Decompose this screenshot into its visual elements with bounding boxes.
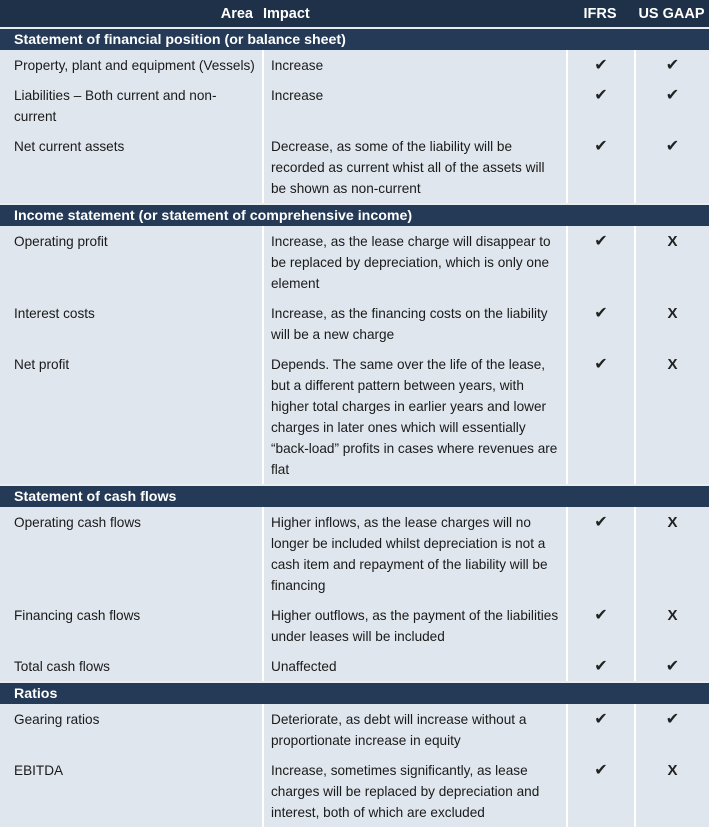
section-header: Statement of cash flows (0, 484, 709, 507)
check-icon: ✔ (665, 87, 680, 104)
cross-icon: X (667, 514, 678, 531)
section-header: Statement of financial position (or balance sheet) (0, 27, 709, 50)
ifrs-cell (566, 226, 634, 298)
impact-cell: Increase (262, 50, 566, 80)
us-gaap-cell (634, 704, 709, 755)
check-icon: ✔ (594, 711, 608, 728)
impact-cell: Deteriorate, as debt will increase without a proportionate increase in equity (262, 704, 566, 755)
header-us-gaap: US GAAP (638, 5, 705, 22)
us-gaap-cell (634, 50, 709, 80)
check-icon: ✔ (594, 658, 608, 675)
table-row (0, 507, 709, 600)
area-cell: Net current assets (14, 139, 125, 154)
check-icon: ✔ (665, 711, 680, 728)
section-header: Ratios (0, 681, 709, 704)
ifrs-cell (566, 349, 634, 484)
ifrs-cell (566, 704, 634, 755)
area-cell: Interest costs (14, 306, 95, 321)
us-gaap-cell (634, 298, 709, 349)
check-icon: ✔ (665, 138, 680, 155)
check-icon: ✔ (594, 233, 608, 250)
table-row (0, 755, 709, 827)
area-cell: EBITDA (14, 763, 64, 778)
us-gaap-cell (634, 349, 709, 484)
table-row (0, 600, 709, 651)
ifrs-cell (566, 755, 634, 827)
table-row (0, 50, 709, 80)
impact-cell: Increase (262, 80, 566, 131)
area-cell: Liabilities – Both current and non-current (14, 88, 217, 124)
cross-icon: X (667, 762, 678, 779)
ifrs-cell (566, 80, 634, 131)
area-cell: Property, plant and equipment (Vessels) (14, 58, 255, 73)
header-area: Area (220, 5, 253, 22)
area-cell: Operating profit (14, 234, 108, 249)
impact-cell: Unaffected (262, 651, 566, 681)
section-header: Income statement (or statement of comprehensive income) (0, 203, 709, 226)
check-icon: ✔ (594, 607, 608, 624)
cross-icon: X (667, 305, 678, 322)
table-row (0, 349, 709, 484)
table-row (0, 226, 709, 298)
impact-cell: Higher inflows, as the lease charges will no longer be included whilst depreciation is not a cash item and repayment of the liability will be financing (262, 507, 566, 600)
us-gaap-cell (634, 600, 709, 651)
area-cell: Operating cash flows (14, 515, 141, 530)
table-row (0, 298, 709, 349)
ifrs-cell (566, 507, 634, 600)
us-gaap-cell (634, 507, 709, 600)
impact-cell: Decrease, as some of the liability will be recorded as current whist all of the assets will be shown as non-current (262, 131, 566, 203)
check-icon: ✔ (594, 356, 608, 373)
cross-icon: X (667, 607, 678, 624)
area-cell: Financing cash flows (14, 608, 141, 623)
impact-cell: Increase, as the lease charge will disappear to be replaced by depreciation, which is only one element (262, 226, 566, 298)
ifrs-cell (566, 50, 634, 80)
cross-icon: X (667, 356, 678, 373)
impact-cell: Increase, as the financing costs on the liability will be a new charge (262, 298, 566, 349)
impact-cell: Higher outflows, as the payment of the liabilities under leases will be included (262, 600, 566, 651)
impact-cell: Depends. The same over the life of the lease, but a different pattern between years, with higher total charges in earlier years and lower charges in later ones which will essentially “back-load” profits in cases where revenues are flat (262, 349, 566, 484)
check-icon: ✔ (594, 57, 608, 74)
us-gaap-cell (634, 651, 709, 681)
us-gaap-cell (634, 755, 709, 827)
table-row (0, 131, 709, 203)
table-row (0, 704, 709, 755)
check-icon: ✔ (594, 138, 608, 155)
check-icon: ✔ (594, 305, 608, 322)
check-icon: ✔ (594, 514, 608, 531)
ifrs-cell (566, 131, 634, 203)
us-gaap-cell (634, 131, 709, 203)
area-cell: Total cash flows (14, 659, 110, 674)
check-icon: ✔ (594, 762, 608, 779)
ifrs-cell (566, 651, 634, 681)
ifrs-cell (566, 600, 634, 651)
header-impact: Impact (263, 5, 310, 22)
check-icon: ✔ (665, 57, 680, 74)
header-ifrs: IFRS (583, 5, 617, 22)
table-header (0, 0, 709, 27)
impact-cell: Increase, sometimes significantly, as lease charges will be replaced by depreciation and interest, both of which are excluded (262, 755, 566, 827)
area-cell: Net profit (14, 357, 70, 372)
cross-icon: X (667, 233, 678, 250)
area-cell: Gearing ratios (14, 712, 100, 727)
table-row (0, 80, 709, 131)
ifrs-cell (566, 298, 634, 349)
table-body (0, 27, 709, 827)
check-icon: ✔ (665, 658, 680, 675)
table-row (0, 651, 709, 681)
us-gaap-cell (634, 80, 709, 131)
us-gaap-cell (634, 226, 709, 298)
check-icon: ✔ (594, 87, 608, 104)
